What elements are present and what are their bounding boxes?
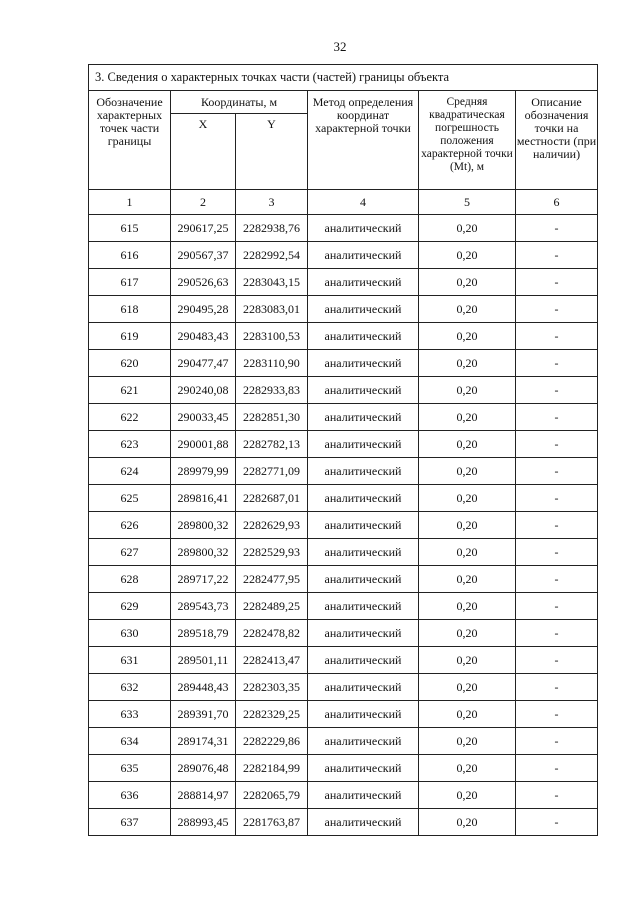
cell-description: - <box>516 701 598 728</box>
header-point-designation: Обозначение характерных точек части границы <box>89 91 171 190</box>
cell-x: 289717,22 <box>171 566 236 593</box>
cell-point: 636 <box>89 782 171 809</box>
cell-error: 0,20 <box>419 566 516 593</box>
cell-error: 0,20 <box>419 647 516 674</box>
table-row <box>89 296 598 323</box>
cell-description: - <box>516 485 598 512</box>
cell-error: 0,20 <box>419 485 516 512</box>
table-row <box>89 539 598 566</box>
cell-description: - <box>516 377 598 404</box>
cell-error: 0,20 <box>419 350 516 377</box>
cell-y: 2282771,09 <box>236 458 308 485</box>
cell-description: - <box>516 782 598 809</box>
cell-x: 289800,32 <box>171 539 236 566</box>
cell-x: 289518,79 <box>171 620 236 647</box>
column-number: 3 <box>236 190 308 215</box>
cell-point: 616 <box>89 242 171 269</box>
cell-point: 618 <box>89 296 171 323</box>
cell-error: 0,20 <box>419 809 516 836</box>
cell-error: 0,20 <box>419 728 516 755</box>
table-row <box>89 404 598 431</box>
cell-description: - <box>516 620 598 647</box>
cell-point: 637 <box>89 809 171 836</box>
cell-x: 289391,70 <box>171 701 236 728</box>
table-row <box>89 350 598 377</box>
cell-method: аналитический <box>308 782 419 809</box>
cell-error: 0,20 <box>419 458 516 485</box>
cell-error: 0,20 <box>419 242 516 269</box>
cell-description: - <box>516 242 598 269</box>
cell-point: 630 <box>89 620 171 647</box>
cell-x: 290001,88 <box>171 431 236 458</box>
cell-y: 2282477,95 <box>236 566 308 593</box>
table-row <box>89 566 598 593</box>
cell-x: 290567,37 <box>171 242 236 269</box>
cell-y: 2282629,93 <box>236 512 308 539</box>
header-method: Метод определения координат характерной точки <box>308 91 419 190</box>
cell-method: аналитический <box>308 215 419 242</box>
cell-point: 635 <box>89 755 171 782</box>
cell-y: 2283100,53 <box>236 323 308 350</box>
cell-error: 0,20 <box>419 539 516 566</box>
cell-y: 2283110,90 <box>236 350 308 377</box>
table-row <box>89 782 598 809</box>
cell-description: - <box>516 755 598 782</box>
cell-point: 633 <box>89 701 171 728</box>
cell-x: 288814,97 <box>171 782 236 809</box>
cell-x: 290477,47 <box>171 350 236 377</box>
cell-method: аналитический <box>308 350 419 377</box>
cell-point: 623 <box>89 431 171 458</box>
cell-point: 615 <box>89 215 171 242</box>
cell-method: аналитический <box>308 512 419 539</box>
header-error: Средняя квадратическая погрешность положения характерной точки (Mt), м <box>419 91 516 190</box>
cell-y: 2282992,54 <box>236 242 308 269</box>
table-row <box>89 242 598 269</box>
table-row <box>89 674 598 701</box>
cell-method: аналитический <box>308 620 419 647</box>
cell-x: 289979,99 <box>171 458 236 485</box>
table-row <box>89 512 598 539</box>
cell-point: 626 <box>89 512 171 539</box>
table-row <box>89 728 598 755</box>
cell-description: - <box>516 539 598 566</box>
cell-point: 625 <box>89 485 171 512</box>
cell-error: 0,20 <box>419 323 516 350</box>
cell-method: аналитический <box>308 593 419 620</box>
cell-method: аналитический <box>308 242 419 269</box>
table-row <box>89 755 598 782</box>
cell-description: - <box>516 458 598 485</box>
table-row <box>89 377 598 404</box>
table-row <box>89 215 598 242</box>
cell-y: 2283083,01 <box>236 296 308 323</box>
cell-y: 2282329,25 <box>236 701 308 728</box>
cell-y: 2282687,01 <box>236 485 308 512</box>
table-row <box>89 431 598 458</box>
cell-point: 629 <box>89 593 171 620</box>
cell-error: 0,20 <box>419 755 516 782</box>
cell-y: 2281763,87 <box>236 809 308 836</box>
column-number: 1 <box>89 190 171 215</box>
cell-method: аналитический <box>308 755 419 782</box>
cell-y: 2282529,93 <box>236 539 308 566</box>
cell-point: 628 <box>89 566 171 593</box>
cell-description: - <box>516 431 598 458</box>
header-y: Y <box>236 114 308 190</box>
cell-description: - <box>516 269 598 296</box>
cell-point: 631 <box>89 647 171 674</box>
cell-x: 290033,45 <box>171 404 236 431</box>
header-coordinates: Координаты, м <box>171 91 308 114</box>
table-title-row <box>89 65 598 91</box>
cell-error: 0,20 <box>419 512 516 539</box>
cell-description: - <box>516 350 598 377</box>
cell-y: 2282938,76 <box>236 215 308 242</box>
cell-point: 622 <box>89 404 171 431</box>
table-title: 3. Сведения о характерных точках части (частей) границы объекта <box>89 65 598 91</box>
column-number: 2 <box>171 190 236 215</box>
cell-x: 289501,11 <box>171 647 236 674</box>
cell-y: 2282478,82 <box>236 620 308 647</box>
table-row <box>89 458 598 485</box>
cell-x: 290483,43 <box>171 323 236 350</box>
cell-method: аналитический <box>308 809 419 836</box>
cell-method: аналитический <box>308 296 419 323</box>
page-number: 32 <box>333 39 347 54</box>
cell-error: 0,20 <box>419 431 516 458</box>
cell-method: аналитический <box>308 539 419 566</box>
cell-error: 0,20 <box>419 782 516 809</box>
cell-method: аналитический <box>308 431 419 458</box>
cell-method: аналитический <box>308 377 419 404</box>
cell-y: 2282851,30 <box>236 404 308 431</box>
cell-y: 2282933,83 <box>236 377 308 404</box>
cell-point: 632 <box>89 674 171 701</box>
cell-x: 290526,63 <box>171 269 236 296</box>
cell-y: 2282065,79 <box>236 782 308 809</box>
table-row <box>89 701 598 728</box>
cell-point: 617 <box>89 269 171 296</box>
boundary-points-table <box>88 64 598 836</box>
cell-point: 621 <box>89 377 171 404</box>
cell-error: 0,20 <box>419 296 516 323</box>
cell-description: - <box>516 647 598 674</box>
table-row <box>89 809 598 836</box>
cell-point: 627 <box>89 539 171 566</box>
cell-x: 289543,73 <box>171 593 236 620</box>
cell-x: 289448,43 <box>171 674 236 701</box>
header-x: X <box>171 114 236 190</box>
cell-description: - <box>516 593 598 620</box>
cell-point: 624 <box>89 458 171 485</box>
cell-method: аналитический <box>308 323 419 350</box>
table-row <box>89 620 598 647</box>
cell-method: аналитический <box>308 647 419 674</box>
cell-y: 2282782,13 <box>236 431 308 458</box>
table-row <box>89 323 598 350</box>
cell-error: 0,20 <box>419 593 516 620</box>
cell-y: 2282229,86 <box>236 728 308 755</box>
cell-x: 289800,32 <box>171 512 236 539</box>
column-number: 5 <box>419 190 516 215</box>
cell-error: 0,20 <box>419 404 516 431</box>
cell-x: 290495,28 <box>171 296 236 323</box>
cell-method: аналитический <box>308 485 419 512</box>
cell-x: 289816,41 <box>171 485 236 512</box>
cell-method: аналитический <box>308 458 419 485</box>
cell-x: 289076,48 <box>171 755 236 782</box>
cell-method: аналитический <box>308 674 419 701</box>
cell-x: 288993,45 <box>171 809 236 836</box>
cell-method: аналитический <box>308 269 419 296</box>
table-row <box>89 647 598 674</box>
cell-description: - <box>516 809 598 836</box>
cell-point: 634 <box>89 728 171 755</box>
table-row <box>89 485 598 512</box>
cell-error: 0,20 <box>419 674 516 701</box>
cell-error: 0,20 <box>419 269 516 296</box>
cell-x: 289174,31 <box>171 728 236 755</box>
cell-error: 0,20 <box>419 701 516 728</box>
cell-description: - <box>516 215 598 242</box>
cell-y: 2282413,47 <box>236 647 308 674</box>
cell-description: - <box>516 512 598 539</box>
header-row-1 <box>89 91 598 114</box>
cell-description: - <box>516 674 598 701</box>
cell-y: 2283043,15 <box>236 269 308 296</box>
cell-y: 2282184,99 <box>236 755 308 782</box>
cell-x: 290240,08 <box>171 377 236 404</box>
cell-description: - <box>516 404 598 431</box>
cell-error: 0,20 <box>419 620 516 647</box>
cell-description: - <box>516 296 598 323</box>
table-row <box>89 593 598 620</box>
cell-description: - <box>516 728 598 755</box>
header-description: Описание обозначения точки на местности (при наличии) <box>516 91 598 190</box>
cell-description: - <box>516 323 598 350</box>
column-number: 6 <box>516 190 598 215</box>
cell-y: 2282303,35 <box>236 674 308 701</box>
cell-method: аналитический <box>308 701 419 728</box>
cell-method: аналитический <box>308 404 419 431</box>
cell-method: аналитический <box>308 728 419 755</box>
column-number: 4 <box>308 190 419 215</box>
cell-method: аналитический <box>308 566 419 593</box>
cell-description: - <box>516 566 598 593</box>
cell-point: 619 <box>89 323 171 350</box>
cell-y: 2282489,25 <box>236 593 308 620</box>
cell-error: 0,20 <box>419 215 516 242</box>
table-row <box>89 269 598 296</box>
cell-error: 0,20 <box>419 377 516 404</box>
cell-point: 620 <box>89 350 171 377</box>
cell-x: 290617,25 <box>171 215 236 242</box>
column-number-row <box>89 190 598 215</box>
